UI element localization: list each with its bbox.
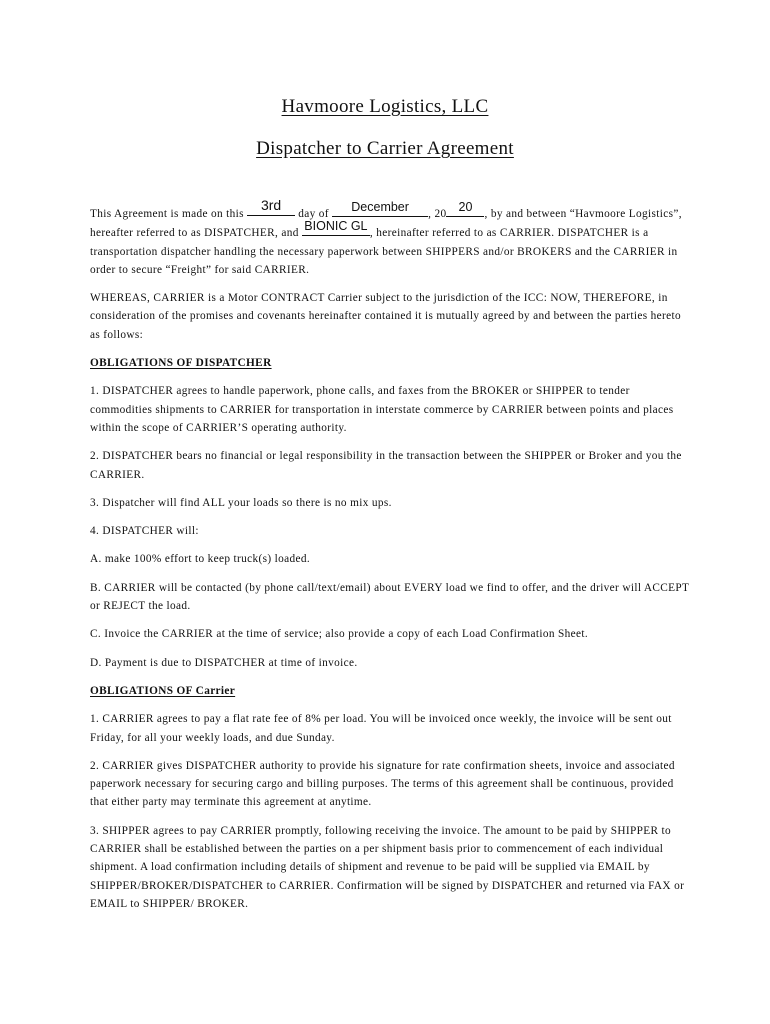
agreement-title: Dispatcher to Carrier Agreement (256, 138, 514, 159)
carrier-name-field[interactable] (302, 219, 370, 236)
carrier-obligations-heading: OBLIGATIONS OF Carrier (90, 684, 236, 697)
dispatcher-obligations-heading: OBLIGATIONS OF DISPATCHER (90, 357, 272, 370)
carrier-obligation-item: 1. CARRIER agrees to pay a flat rate fee of 8% per load. You will be invoiced once weekly, the invoice will be sent out Friday, for all your weekly loads, and due Sunday. (90, 713, 672, 744)
dispatcher-obligation-item: 4. DISPATCHER will: (90, 525, 199, 538)
dispatcher-obligation-item: 3. Dispatcher will find ALL your loads so there is no mix ups. (90, 496, 392, 509)
year-value: 20 (458, 200, 473, 214)
dispatcher-obligation-item: C. Invoice the CARRIER at the time of service; also provide a copy of each Load Confirmation Sheet. (90, 628, 589, 641)
agreement-body (90, 197, 690, 923)
dispatcher-obligation-item: B. CARRIER will be contacted (by phone call/text/email) about EVERY load we find to offer, and the driver will ACCEPT or REJECT the load. (90, 581, 690, 613)
dispatcher-obligation-item: 2. DISPATCHER bears no financial or legal responsibility in the transaction between the SHIPPER or Broker and you the CARRIER. (90, 450, 682, 481)
month-value: December (351, 200, 409, 214)
carrier-name-value: BIONIC GL (304, 219, 368, 234)
dispatcher-obligation-item: 1. DISPATCHER agrees to handle paperwork, phone calls, and faxes from the BROKER or SHIPPER to tender commodities shipments to CARRIER for transportation in interstate commerce by CARRIER between points and places within the scope of CARRIER’S operating authority. (90, 385, 674, 434)
day-field[interactable] (247, 197, 295, 216)
day-value: 3rd (260, 197, 282, 213)
intro-paragraph: This Agreement is made on this 3rd day of December , 20 20 , by and between “Havmoore Logistics”, hereafter referred to as DISPATCHER, and BIONIC GL , hereinafter referred to as CARRIER. DISPATCHER is a transportation dispatcher handling the necessary paperwork between SHIPPERS and/or BROKERS and the CARRIER in order to secure “Freight” for said CARRIER. (90, 197, 682, 276)
company-title: Havmoore Logistics, LLC (281, 96, 489, 117)
carrier-obligation-item: 3. SHIPPER agrees to pay CARRIER promptly, following receiving the invoice. The amount to be paid by SHIPPER to CARRIER shall be established between the parties on a per shipment basis prior to commencement of each individual shipment. A load confirmation including details of shipment and revenue to be paid will be supplied via EMAIL by SHIPPER/BROKER/DISPATCHER to CARRIER. Confirmation will be signed by DISPATCHER and returned via FAX or EMAIL to SHIPPER/ BROKER. (90, 824, 685, 910)
month-field[interactable] (332, 200, 428, 217)
carrier-obligation-item: 2. CARRIER gives DISPATCHER authority to provide his signature for rate confirmation sheets, invoice and associated paperwork necessary for securing cargo and billing purposes. The terms of this agreement shall be continuous, provided that either party may terminate this agreement at anytime. (90, 759, 675, 809)
dispatcher-obligation-item: A. make 100% effort to keep truck(s) loaded. (90, 553, 311, 566)
whereas-paragraph: WHEREAS, CARRIER is a Motor CONTRACT Carrier subject to the jurisdiction of the ICC: NOW, THEREFORE, in consideration of the promises and covenants hereinafter contained it is mutually agreed by and between the parties hereto as follows: (90, 292, 681, 341)
year-field[interactable] (446, 200, 484, 217)
dispatcher-obligation-item: D. Payment is due to DISPATCHER at time of invoice. (90, 656, 358, 669)
